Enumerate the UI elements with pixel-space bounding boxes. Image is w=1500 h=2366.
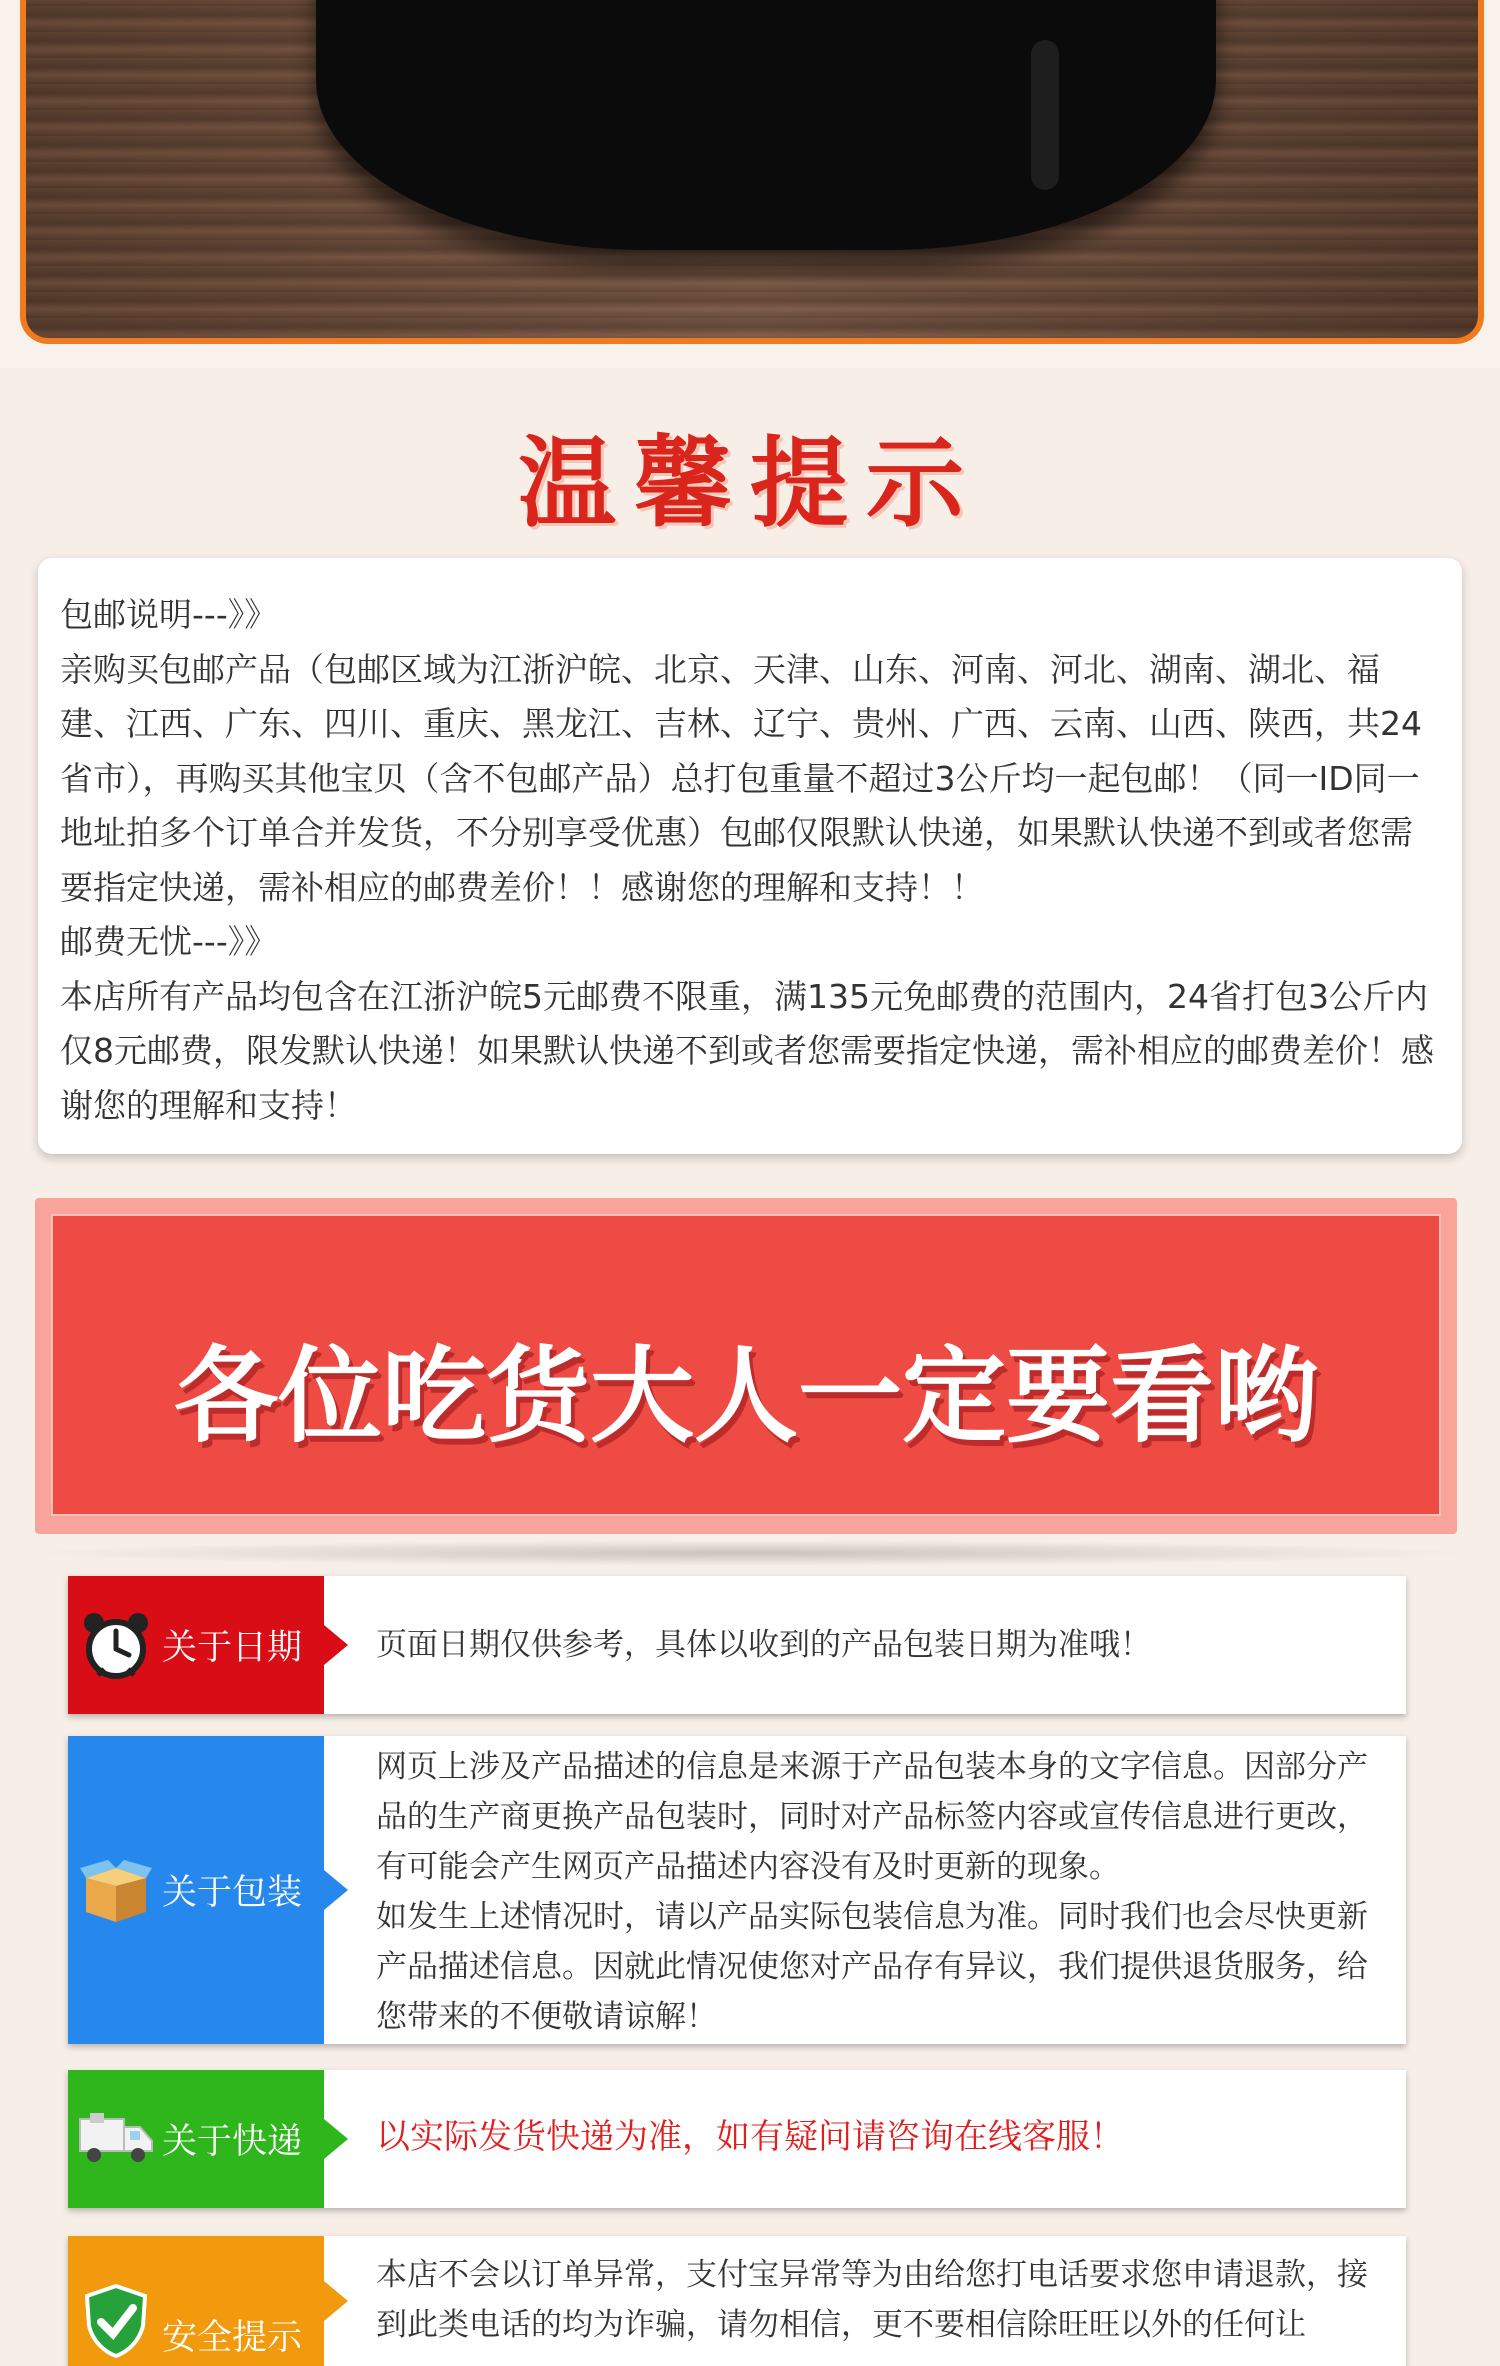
attention-banner bbox=[35, 1198, 1457, 1534]
info-card-shipping bbox=[68, 2070, 1406, 2208]
card-label: 关于包装 bbox=[68, 1736, 324, 2044]
card-label: 安全提示 bbox=[68, 2236, 324, 2366]
card-text: 如发生上述情况时，请以产品实际包装信息为准。同时我们也会尽快更新产品描述信息。因就此情况使您对产品存有异议，我们提供退货服务，给您带来的不便敬请谅解！ bbox=[376, 1899, 1368, 2035]
photo-frame bbox=[20, 0, 1484, 344]
banner-text: 各位吃货大人一定要看哟 bbox=[173, 1334, 1318, 1457]
notice-paragraph: 亲购买包邮产品（包邮区域为江浙沪皖、北京、天津、山东、河南、河北、湖南、湖北、福建、江西、广东、四川、重庆、黑龙江、吉林、辽宁、贵州、广西、云南、山西、陕西，共24省市），再购买其他宝贝（含不包邮产品）总打包重量不超过3公斤均一起包邮！（同一ID同一地址拍多个订单合并发货，不分别享受优惠）包邮仅限默认快递，如果默认快递不到或者您需要指定快递，需补相应的邮费差价！！感谢您的理解和支持！！ bbox=[60, 649, 1422, 907]
card-text: 本店不会以订单异常，支付宝异常等为由给您打电话要求您申请退款，接到此类电话的均为诈骗，请勿相信，更不要相信除旺旺以外的任何让 bbox=[376, 2257, 1368, 2343]
notice-paragraph: 本店所有产品均包含在江浙沪皖5元邮费不限重，满135元免邮费的范围内，24省打包3公斤内仅8元邮费，限发默认快递！如果默认快递不到或者您需要指定快递，需补相应的邮费差价！感谢您的理解和支持！ bbox=[60, 976, 1434, 1125]
package-box-icon bbox=[76, 1850, 156, 1930]
product-photo bbox=[0, 0, 1500, 368]
card-text: 以实际发货快递为准，如有疑问请咨询在线客服！ bbox=[376, 2117, 1124, 2157]
delivery-truck-icon bbox=[76, 2099, 156, 2179]
info-card-packaging bbox=[68, 1736, 1406, 2044]
shield-check-icon bbox=[76, 2280, 156, 2360]
info-card-date bbox=[68, 1576, 1406, 1714]
card-text: 网页上涉及产品描述的信息是来源于产品包装本身的文字信息。因部分产品的生产商更换产品包装时，同时对产品标签内容或宣传信息进行更改，有可能会产生网页产品描述内容没有及时更新的现象。 bbox=[376, 1749, 1368, 1885]
notice-heading: 邮费无忧---》》 bbox=[60, 922, 278, 961]
jar-image bbox=[316, 0, 1216, 250]
card-label: 关于日期 bbox=[68, 1576, 324, 1714]
info-card-security bbox=[68, 2236, 1406, 2366]
section-title: 温馨提示 bbox=[517, 426, 982, 541]
shipping-notice-card bbox=[38, 558, 1462, 1154]
notice-heading: 包邮说明---》》 bbox=[60, 595, 278, 634]
card-label: 关于快递 bbox=[68, 2070, 324, 2208]
card-text: 页面日期仅供参考，具体以收到的产品包装日期为准哦！ bbox=[376, 1627, 1151, 1663]
alarm-clock-icon bbox=[76, 1605, 156, 1685]
